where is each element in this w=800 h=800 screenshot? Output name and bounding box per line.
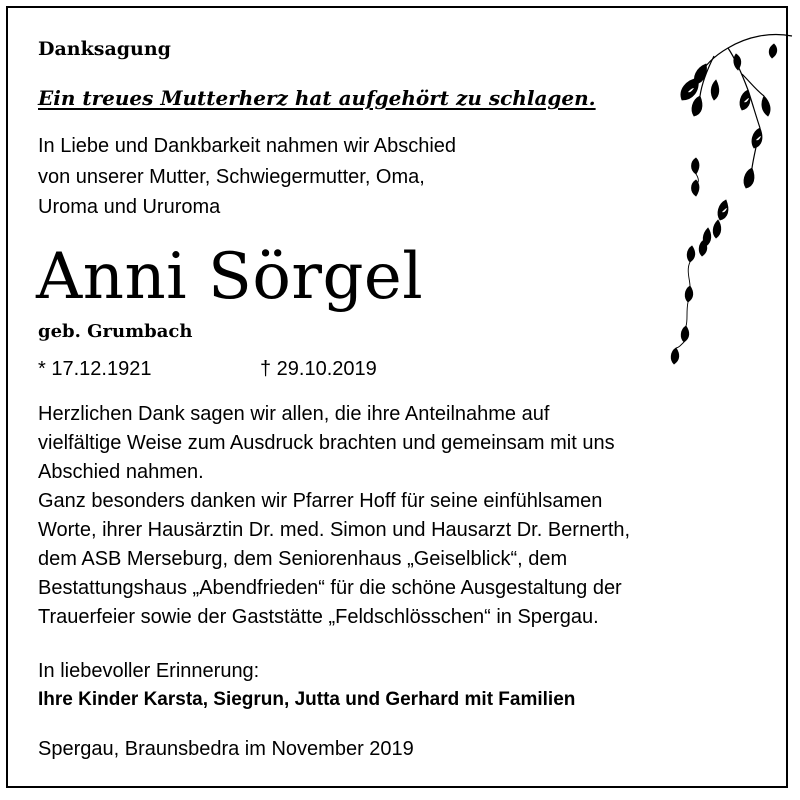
death-date: † 29.10.2019 bbox=[260, 358, 377, 380]
notice-heading: Danksagung bbox=[38, 38, 171, 60]
body-line: dem ASB Merseburg, dem Seniorenhaus „Geiselblick“, dem bbox=[38, 548, 568, 570]
birth-name: geb. Grumbach bbox=[38, 321, 193, 342]
intro-line: In Liebe und Dankbarkeit nahmen wir Abschied bbox=[38, 135, 457, 157]
intro-line: Uroma und Ururoma bbox=[38, 196, 221, 218]
family-signature: Ihre Kinder Karsta, Siegrun, Jutta und Gerhard mit Familien bbox=[38, 689, 576, 710]
body-line: Abschied nahmen. bbox=[38, 461, 204, 483]
body-line: Herzlichen Dank sagen wir allen, die ihre Anteilnahme auf bbox=[38, 403, 550, 425]
body-line: Ganz besonders danken wir Pfarrer Hoff für seine einfühlsamen bbox=[38, 490, 603, 512]
memory-label: In liebevoller Erinnerung: bbox=[38, 660, 260, 682]
birch-branch-icon bbox=[656, 30, 796, 370]
motto-line: Ein treues Mutterherz hat aufgehört zu schlagen. bbox=[38, 86, 596, 110]
intro-line: von unserer Mutter, Schwiegermutter, Oma, bbox=[38, 166, 425, 188]
body-line: Worte, ihrer Hausärztin Dr. med. Simon und Hausarzt Dr. Bernerth, bbox=[38, 519, 631, 541]
body-line: Trauerfeier sowie der Gaststätte „Feldschlösschen“ in Spergau. bbox=[38, 606, 599, 628]
place-date: Spergau, Braunsbedra im November 2019 bbox=[38, 738, 414, 760]
birth-date: * 17.12.1921 bbox=[38, 358, 152, 380]
deceased-name: Anni Sörgel bbox=[36, 240, 424, 314]
body-line: Bestattungshaus „Abendfrieden“ für die schöne Ausgestaltung der bbox=[38, 577, 622, 599]
obituary-notice bbox=[6, 6, 788, 788]
body-line: vielfältige Weise zum Ausdruck brachten und gemeinsam mit uns bbox=[38, 432, 615, 454]
